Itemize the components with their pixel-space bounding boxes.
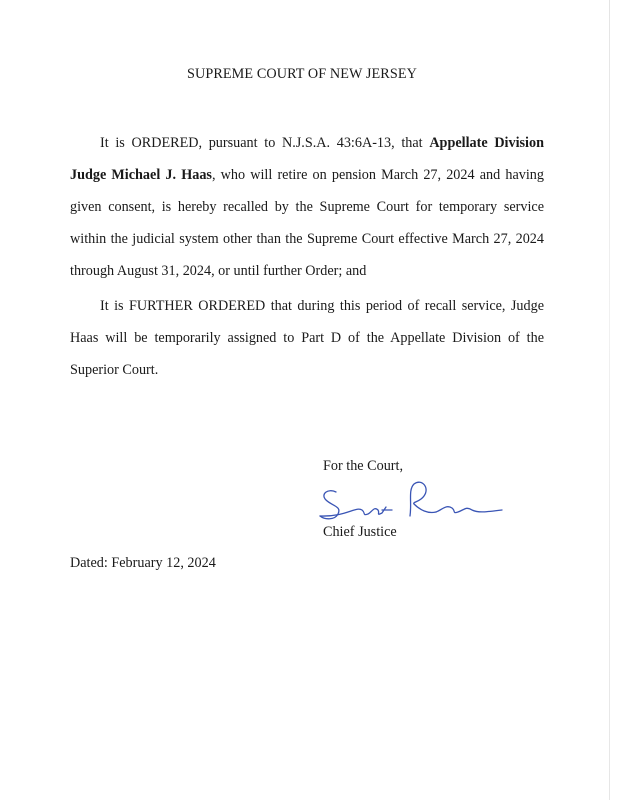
paragraph-1-text-a: It is ORDERED, pursuant to N.J.S.A. 43:6A-13, that (100, 135, 430, 151)
chief-justice-signature (316, 476, 506, 526)
court-heading: SUPREME COURT OF NEW JERSEY (187, 66, 417, 82)
order-paragraph-2: It is FURTHER ORDERED that during this period of recall service, Judge Haas will be temporarily assigned to Part D of the Appellate Division of the Superior Court. (70, 298, 544, 378)
judge-name: Appellate Division Judge Michael J. Haas (70, 135, 544, 183)
paragraph-1-text-b: , who will retire on pension March 27, 2024 and having given consent, is hereby recalled by the Supreme Court for temporary service within the judicial system other than the Supreme Court effective March 27, 2024 through August 31, 2024, or until further Order; and (70, 167, 544, 279)
signer-title: Chief Justice (323, 524, 397, 540)
dated-line: Dated: February 12, 2024 (70, 555, 216, 571)
closing-line: For the Court, (323, 458, 403, 474)
order-paragraph-1 (70, 127, 544, 287)
scan-edge-line (609, 0, 610, 800)
